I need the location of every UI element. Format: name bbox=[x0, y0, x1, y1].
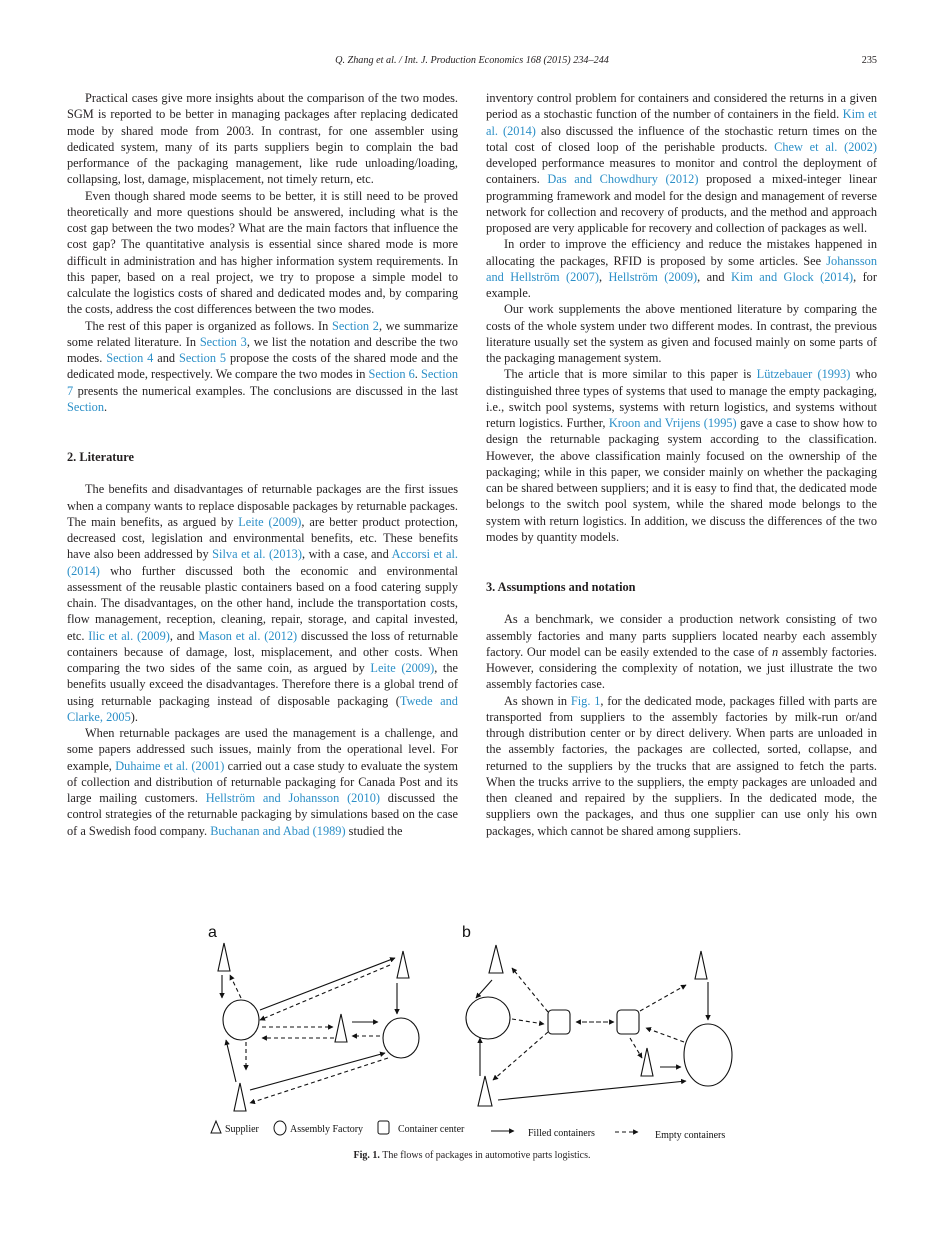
citation-link[interactable]: Mason et al. (2012) bbox=[198, 628, 298, 643]
citation-link[interactable]: Lützebauer (1993) bbox=[756, 367, 851, 382]
citation-link[interactable]: Silva et al. (2013) bbox=[212, 547, 302, 562]
paragraph bbox=[486, 236, 877, 301]
text: The benefits and disadvantages of returnable packages are the first issues when a company wants to replace disposable packages by returnable packages. The main benefits, as argued by bbox=[67, 482, 458, 529]
figure-link[interactable]: Fig. 1 bbox=[570, 693, 601, 708]
section-link[interactable]: Section 6 bbox=[368, 367, 415, 382]
citation-link[interactable]: Ilic et al. (2009) bbox=[88, 628, 170, 643]
citation-link[interactable]: Das and Chowdhury (2012) bbox=[547, 172, 699, 187]
section-link[interactable]: Section 4 bbox=[106, 351, 154, 365]
citation-link[interactable]: Kroon and Vrijens (1995) bbox=[608, 416, 737, 430]
legend-filled: Filled containers bbox=[528, 1128, 595, 1139]
text: , and bbox=[697, 269, 731, 284]
filled-flow-arrow bbox=[476, 980, 492, 998]
text: gave a case to show how to design the returnable packaging system according to the classification. However, the above classification mainly focused on the ownership of the packaging; while in this paper, we consider mainly on whether the packaging can be shared between suppliers; and it is easy to find that, the dedicated mode belongs to the switch pool system, while the shared mode belongs to the system with return logistics. In addition, we discuss the differences of the two modes by quantity models. bbox=[486, 416, 877, 544]
supplier-icon bbox=[489, 945, 503, 973]
filled-flow-arrow bbox=[260, 958, 395, 1010]
empty-flow-arrow bbox=[512, 1019, 544, 1024]
text: As a benchmark, we consider a production network consisting of two assembly factories and many parts suppliers located nearby each assembly factory. Our model can be easily extended to the case of bbox=[486, 612, 877, 659]
supplier-icon bbox=[211, 1121, 221, 1133]
filled-flow-arrow bbox=[498, 1081, 686, 1100]
page-number: 235 bbox=[861, 55, 877, 66]
empty-flow-arrow bbox=[512, 968, 548, 1012]
supplier-icon bbox=[234, 1083, 246, 1111]
text: Our work supplements the above mentioned literature by comparing the costs of the whole system under two different modes. In contrast, the previous literature usually set the system as given and focused mainly on some parts of the packaging management system. bbox=[486, 302, 877, 365]
panel-b bbox=[466, 945, 732, 1106]
assembly-factory-icon bbox=[383, 1018, 419, 1058]
assembly-factory-icon bbox=[274, 1121, 286, 1135]
citation-link[interactable]: Accorsi et al. (2014) bbox=[67, 547, 458, 578]
text: assembly factories. However, considering the complexity of notation, we just illustrate the two assembly factories case. bbox=[486, 644, 877, 692]
text: , for example. bbox=[486, 269, 877, 300]
paragraph bbox=[67, 188, 458, 318]
container-center-icon bbox=[548, 1010, 570, 1034]
panel-a bbox=[218, 943, 419, 1111]
caption-text: The flows of packages in automotive parts logistics. bbox=[379, 1150, 591, 1161]
assembly-factory-icon bbox=[223, 1000, 259, 1040]
citation-link[interactable]: Hellström (2009) bbox=[608, 269, 698, 284]
text: proposed a mixed-integer linear programming framework and model for the design and management of reverse network for collection and recovery of products, and the method and approach proposed are very applicable for recovery and collection of packages as well. bbox=[486, 172, 877, 235]
paragraph bbox=[486, 693, 877, 839]
paragraph bbox=[486, 90, 877, 236]
text: carried out a case study to evaluate the system of collection and distribution of returnable packaging for Canada Post and its large mailing customers. bbox=[67, 758, 458, 805]
empty-flow-arrow bbox=[646, 1028, 684, 1042]
text: , with a case, and bbox=[301, 547, 392, 562]
text: . bbox=[104, 399, 108, 414]
text: When returnable packages are used the management is a challenge, and some papers addressed such issues, mainly from the operational level. For example, bbox=[67, 726, 458, 773]
text: , are better product protection, decreased cost, legislation and environmental benefits, etc. These benefits have also been addressed by bbox=[67, 514, 458, 562]
citation-link[interactable]: Buchanan and Abad (1989) bbox=[210, 823, 346, 838]
text: also discussed the influence of the stochastic return times on the total cost of closed loop of the perishable products. bbox=[486, 123, 877, 154]
citation-link[interactable]: Leite (2009) bbox=[370, 661, 435, 675]
supplier-icon bbox=[218, 943, 230, 971]
text: The article that is more similar to this paper is bbox=[504, 367, 757, 382]
supplier-icon bbox=[335, 1014, 347, 1042]
section-heading: 2. Literature bbox=[67, 450, 134, 464]
text: who distinguished three types of systems that used to manage the empty packaging, i.e., switch pool systems, systems with return logistics, and systems without return logistics. Further, bbox=[486, 367, 877, 430]
text: . bbox=[414, 367, 421, 382]
assembly-factory-icon bbox=[466, 997, 510, 1039]
empty-flow-arrow bbox=[493, 1032, 548, 1080]
text: discussed the control strategies of the returnable packaging by simulations based on the case of a Swedish food company. bbox=[67, 791, 458, 838]
text: , we list the notation and describe the two modes. bbox=[67, 334, 458, 365]
journal-citation: Q. Zhang et al. / Int. J. Production Economics 168 (2015) 234–244 bbox=[335, 55, 609, 66]
text: developed performance measures to monitor and control the deployment of containers. bbox=[486, 156, 877, 187]
text: In order to improve the efficiency and reduce the mistakes happened in allocating the packages, RFID is proposed by some articles. See bbox=[486, 237, 877, 268]
text: who further discussed both the economic and environmental assessment of the reusable plastic containers based on a food catering supply chain. The disadvantages, on the other hand, include the transportation costs, flow management, reception, cleaning, repair, storage, and capital invested, etc. bbox=[67, 563, 458, 643]
section-link[interactable]: Section 7 bbox=[67, 367, 458, 398]
supplier-icon bbox=[695, 951, 707, 979]
empty-flow-arrow bbox=[230, 975, 241, 998]
text: discussed the loss of returnable containers because of damage, lost, misplacement, and other costs. When comparing the two sides of the same coin, as argued by bbox=[67, 628, 458, 675]
legend-supplier: Supplier bbox=[225, 1124, 259, 1135]
paragraph bbox=[486, 611, 877, 692]
legend-assembly-factory: Assembly Factory bbox=[290, 1124, 364, 1135]
text: Practical cases give more insights about the comparison of the two modes. SGM is reported to be better in managing packages after replacing dedicated mode by shared mode from 2003. In contrast, for one assembler using dedicated system, many of its parts suppliers begin to complain the bad performance of the packaging management, like rude unloading/loading, collapsing, lost, damage, misplacement, not timely return, etc. bbox=[67, 91, 458, 187]
text: ). bbox=[130, 709, 138, 724]
text: Even though shared mode seems to be better, it is still need to be proved theoretically and more questions should be answered, including what is the cost gap between the two modes? What are the main factors that influence the cost gap? The quantitative analysis is essential since shared mode is more difficult in administration and has higher information system requirements. In this paper, based on a real project, we try to propose a simple model to calculate the logistics costs of shared and dedicated modes and, by comparing the costs, address the cost differences between the two modes. bbox=[67, 188, 458, 317]
citation-link[interactable]: Twede and Clarke, 2005 bbox=[67, 693, 458, 724]
text: and bbox=[153, 351, 179, 365]
section-link[interactable]: Section 2 bbox=[332, 318, 379, 333]
panel-b-label: b bbox=[462, 924, 471, 941]
text: , we summarize some related literature. In bbox=[67, 318, 458, 349]
text: , and bbox=[169, 628, 199, 643]
container-center-icon bbox=[617, 1010, 639, 1034]
legend-empty: Empty containers bbox=[655, 1130, 726, 1141]
section-link[interactable]: Section bbox=[67, 399, 105, 414]
text: The rest of this paper is organized as follows. In bbox=[85, 318, 333, 333]
right-column bbox=[486, 90, 877, 839]
figure-1-diagram bbox=[200, 918, 740, 1148]
supplier-icon bbox=[641, 1048, 653, 1076]
empty-flow-arrow bbox=[250, 1058, 388, 1103]
paragraph bbox=[67, 318, 458, 416]
assembly-factory-icon bbox=[684, 1024, 732, 1086]
text: , for the dedicated mode, packages filled with parts are transported from suppliers to the assembly factories by milk-run or/and through distribution center or by direct delivery. When parts are unloaded in the assembly factories, the packages are collected, sorted, collapse, and returned to the suppliers by the trucks that are assigned to fetch the parts. When the trucks arrive to the suppliers, the empty packages are unloaded and then cleaned and repaired by the suppliers. In the dedicated mode, the suppliers own the packages, and thus one supplier can use only his own packages, which cannot be shared among suppliers. bbox=[486, 693, 877, 838]
paragraph bbox=[67, 481, 458, 725]
citation-link[interactable]: Kim et al. (2014) bbox=[486, 107, 877, 138]
paragraph bbox=[486, 366, 877, 545]
citation-link[interactable]: Duhaime et al. (2001) bbox=[115, 758, 225, 773]
supplier-icon bbox=[478, 1076, 492, 1106]
citation-link[interactable]: Leite (2009) bbox=[238, 514, 302, 529]
figure-legend bbox=[211, 1121, 725, 1141]
paragraph bbox=[67, 90, 458, 188]
text: , bbox=[598, 269, 609, 284]
empty-flow-arrow bbox=[640, 985, 686, 1011]
left-column bbox=[67, 90, 458, 839]
running-header bbox=[67, 55, 877, 71]
empty-flow-arrow bbox=[260, 965, 390, 1020]
paragraph bbox=[486, 301, 877, 366]
text: inventory control problem for containers and considered the returns in a given period as a stochastic function of the number of containers in the field. bbox=[486, 91, 877, 122]
section-link[interactable]: Section 5 bbox=[178, 351, 227, 365]
legend-container-center: Container center bbox=[398, 1124, 465, 1135]
filled-flow-arrow bbox=[250, 1053, 385, 1090]
text: presents the numerical examples. The conclusions are discussed in the last bbox=[73, 383, 458, 398]
section-link[interactable]: Section 3 bbox=[199, 334, 247, 349]
supplier-icon bbox=[397, 951, 409, 978]
text: , the benefits usually exceed the disadvantages. Therefore there is a global trend of using returnable packaging instead of disposable packaging ( bbox=[67, 661, 458, 708]
container-center-icon bbox=[378, 1121, 389, 1134]
empty-flow-arrow bbox=[630, 1038, 642, 1058]
filled-flow-arrow bbox=[226, 1040, 236, 1082]
paragraph bbox=[67, 725, 458, 839]
citation-link[interactable]: Hellström and Johansson (2010) bbox=[205, 791, 380, 805]
citation-link[interactable]: Chew et al. (2002) bbox=[774, 139, 877, 154]
caption-label: Fig. 1. bbox=[353, 1150, 380, 1161]
citation-link[interactable]: Johansson and Hellström (2007) bbox=[486, 253, 877, 284]
text: As shown in bbox=[504, 693, 571, 708]
text: studied the bbox=[345, 823, 403, 838]
panel-a-label: a bbox=[208, 924, 217, 941]
section-heading: 3. Assumptions and notation bbox=[486, 580, 636, 594]
citation-link[interactable]: Kim and Glock (2014) bbox=[730, 269, 854, 284]
figure-caption bbox=[67, 1150, 877, 1161]
text: propose the costs of the shared mode and the dedicated mode, respectively. We compare the two modes in bbox=[67, 351, 458, 382]
math-variable: n bbox=[771, 644, 779, 659]
